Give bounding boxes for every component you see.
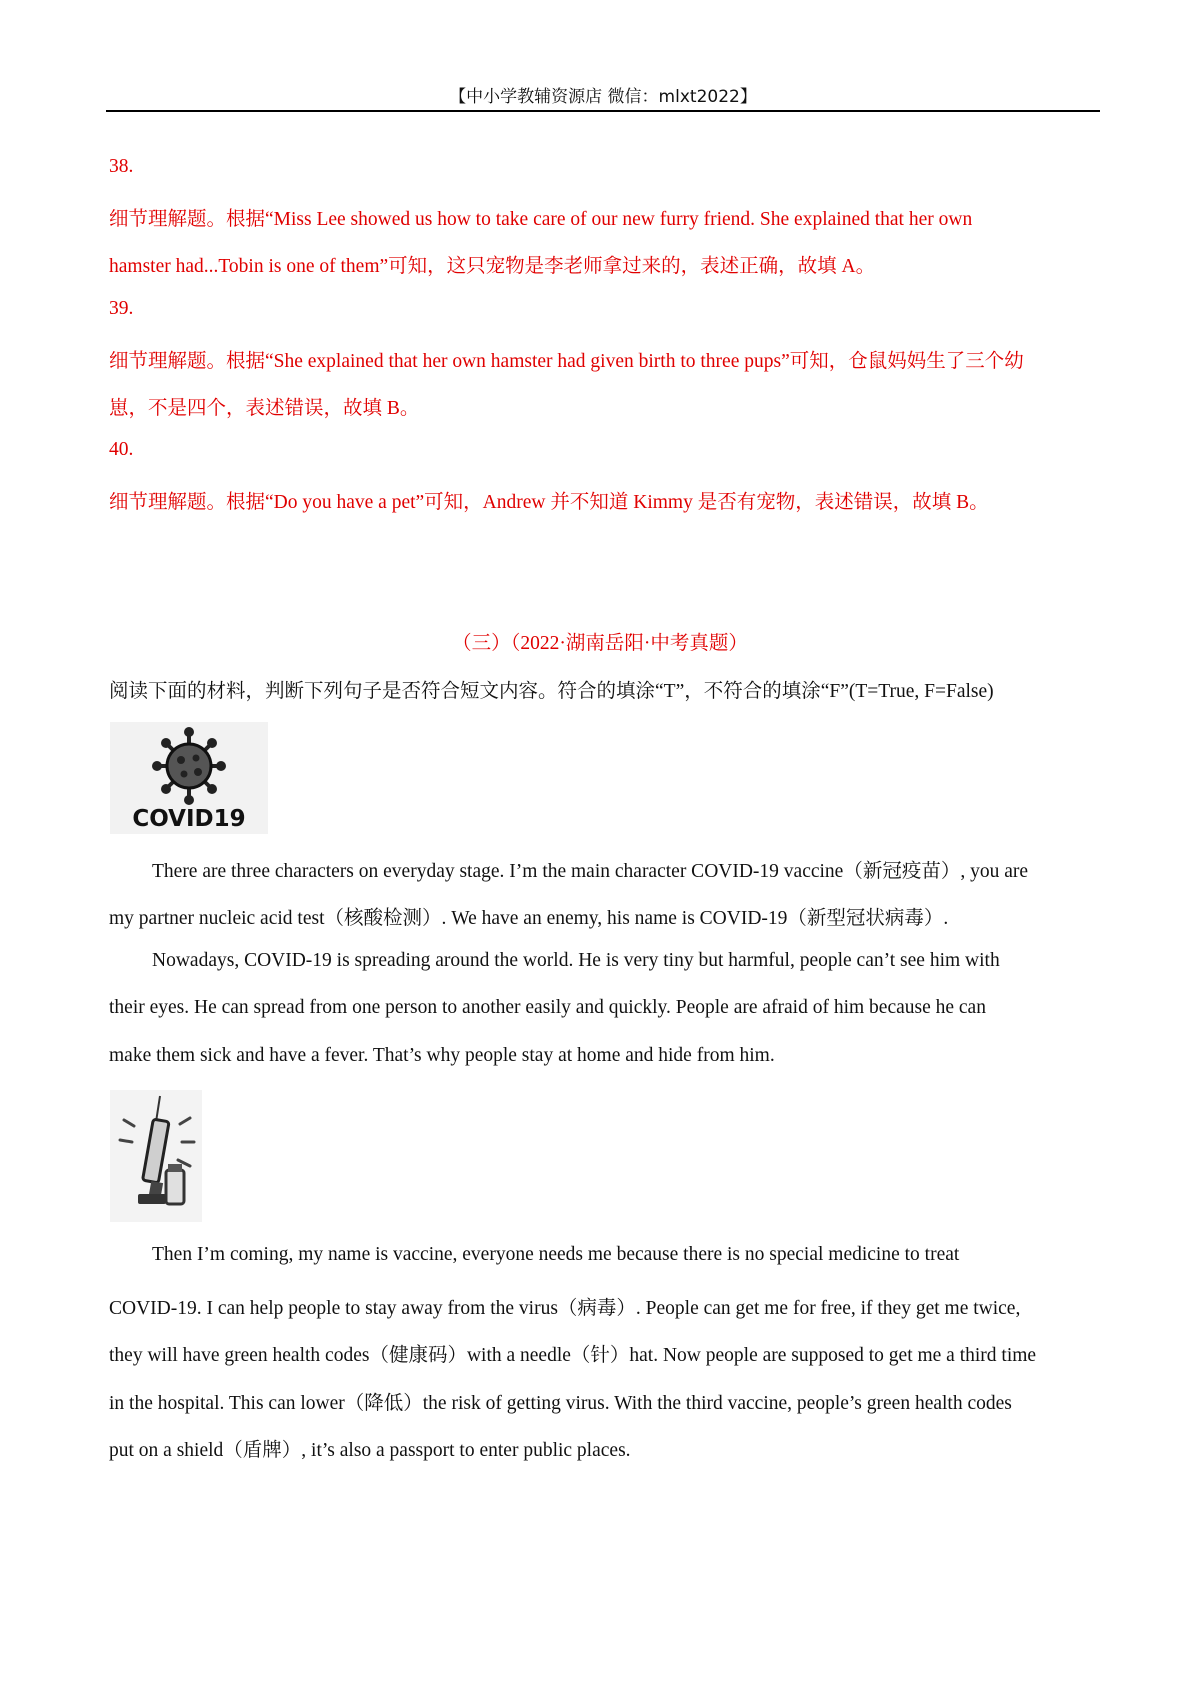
answer-39-line-1: 细节理解题。根据“She explained that her own hamster had given birth to three pups”可知，仓鼠妈妈生了三个幼	[109, 351, 1024, 372]
passage-p3-line-4: in the hospital. This can lower（降低）the risk of getting virus. With the third vaccine, people’s green health codes	[109, 1393, 1012, 1414]
answer-39-number: 39.	[109, 298, 134, 319]
answer-38-line-1: 细节理解题。根据“Miss Lee showed us how to take care of our new furry friend. She explained that her own	[109, 209, 973, 230]
passage-p3-line-3: they will have green health codes（健康码）with a needle（针）hat. Now people are supposed to get me a third time	[109, 1345, 1037, 1366]
vaccine-syringe-image	[110, 1090, 202, 1222]
answer-38-line-2: hamster had...Tobin is one of them”可知，这只宠物是李老师拿过来的，表述正确，故填 A。	[109, 256, 876, 277]
covid-image-label: COVID19	[132, 806, 246, 832]
section-title: （三）（2022·湖南岳阳·中考真题）	[452, 633, 748, 654]
answer-40-number: 40.	[109, 439, 134, 460]
passage-p3-line-5: put on a shield（盾牌）, it’s also a passport to enter public places.	[109, 1440, 631, 1461]
passage-p1-line-1: There are three characters on everyday stage. I’m the main character COVID-19 vaccine（新冠疫苗）, you are	[152, 861, 1029, 882]
passage-p1-line-2: my partner nucleic acid test（核酸检测）. We have an enemy, his name is COVID-19（新型冠状病毒）.	[109, 908, 949, 929]
passage-p2-line-2: their eyes. He can spread from one person to another easily and quickly. People are afraid of him because he can	[109, 997, 986, 1018]
section-instruction: 阅读下面的材料，判断下列句子是否符合短文内容。符合的填涂“T”，不符合的填涂“F”(T=True, F=False)	[109, 681, 994, 702]
passage-p3-line-1: Then I’m coming, my name is vaccine, everyone needs me because there is no special medicine to treat	[152, 1244, 960, 1265]
answer-40-line-1: 细节理解题。根据“Do you have a pet”可知，Andrew 并不知道 Kimmy 是否有宠物，表述错误，故填 B。	[109, 492, 989, 513]
answer-39-line-2: 崽，不是四个，表述错误，故填 B。	[109, 398, 420, 419]
header-divider	[106, 110, 1100, 112]
passage-p2-line-3: make them sick and have a fever. That’s why people stay at home and hide from him.	[109, 1045, 775, 1066]
covid-virus-image	[110, 722, 268, 834]
answer-38-number: 38.	[109, 156, 134, 177]
passage-p2-line-1: Nowadays, COVID-19 is spreading around the world. He is very tiny but harmful, people can’t see him with	[152, 950, 1000, 971]
page-header: 【中小学教辅资源店 微信：mlxt2022】	[449, 87, 757, 107]
passage-p3-line-2: COVID-19. I can help people to stay away from the virus（病毒）. People can get me for free, if they get me twice,	[109, 1298, 1021, 1319]
